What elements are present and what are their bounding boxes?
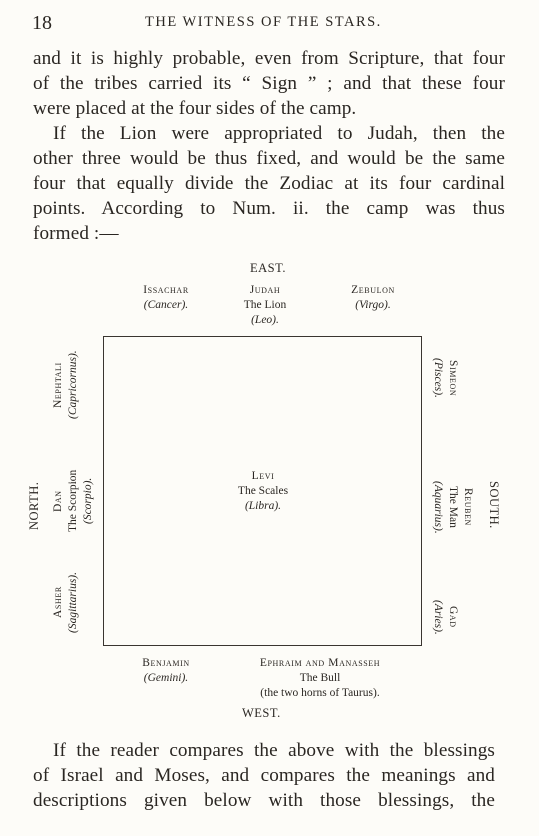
- tribe-symbol: The Man: [447, 486, 459, 528]
- text-line: four that equally divide the Zodiac at its four cardinal: [33, 173, 505, 194]
- text-line: of the tribes carried its “ Sign ” ; and that these four: [33, 73, 505, 94]
- tribe-name: Ephraim and Manasseh: [259, 657, 381, 669]
- zodiac-sign: (Capricornus).: [67, 350, 79, 420]
- tribe-name: Zebulon: [351, 284, 395, 296]
- text-line: descriptions given below with those blessings, the: [33, 790, 495, 811]
- text-line: other three would be thus fixed, and would be the same: [33, 148, 505, 169]
- zodiac-sign: (Gemini).: [143, 672, 189, 684]
- zodiac-sign: (Scorpio).: [82, 477, 94, 525]
- tribe-name: Judah: [249, 284, 281, 296]
- tribe-name: Dan: [52, 490, 64, 512]
- zodiac-sign: (Leo).: [251, 314, 279, 326]
- tribe-symbol: The Bull: [299, 672, 341, 684]
- text-line: formed :—: [33, 223, 119, 244]
- tribe-name: Gad: [447, 606, 459, 628]
- direction-north: NORTH.: [27, 481, 41, 531]
- text-line: were placed at the four sides of the camp.: [33, 98, 357, 119]
- running-title: THE WITNESS OF THE STARS.: [145, 14, 382, 30]
- tribe-asher: [51, 562, 81, 642]
- tribe-gad: [430, 592, 460, 642]
- tribe-name: Nephtali: [52, 362, 64, 408]
- direction-east: EAST.: [250, 261, 286, 275]
- tribe-name: Asher: [52, 586, 64, 618]
- zodiac-sign: (Aquarius).: [432, 480, 444, 534]
- direction-west: WEST.: [242, 706, 281, 720]
- page-number: 18: [32, 12, 52, 34]
- tribe-nephtali: [51, 340, 81, 430]
- zodiac-sign: (Pisces).: [432, 358, 444, 398]
- tribe-reuben: [430, 468, 475, 546]
- paragraph-3: [33, 738, 495, 813]
- zodiac-sign: (Virgo).: [355, 299, 391, 311]
- zodiac-sign: (Cancer).: [143, 299, 189, 311]
- paragraph-2: [33, 121, 505, 246]
- zodiac-sign: (Aries).: [432, 599, 444, 635]
- tribe-symbol: The Lion: [243, 299, 287, 311]
- tribe-levi: [213, 469, 313, 514]
- tribe-name: Simeon: [447, 359, 459, 397]
- tribe-issachar: [118, 283, 214, 313]
- text-line: If the Lion were appropriated to Judah, then the: [53, 123, 505, 144]
- tribe-symbol: The Scales: [237, 485, 289, 497]
- tribe-ephraim-manasseh: [230, 656, 410, 701]
- tribe-name: Benjamin: [142, 657, 190, 669]
- tribe-name: Issachar: [143, 284, 189, 296]
- text-line: points. According to Num. ii. the camp was thus: [33, 198, 505, 219]
- zodiac-sign: (Libra).: [244, 500, 282, 512]
- tribe-benjamin: [118, 656, 214, 686]
- tribe-simeon: [430, 348, 460, 408]
- text-line: of Israel and Moses, and compares the meanings and: [33, 765, 495, 786]
- tribe-name: Levi: [251, 470, 275, 482]
- tribe-name: Reuben: [462, 488, 474, 526]
- direction-south: SOUTH.: [487, 481, 501, 529]
- text-line: If the reader compares the above with the blessings: [53, 740, 495, 761]
- text-line: and it is highly probable, even from Scripture, that four: [33, 48, 505, 69]
- tribe-note: (the two horns of Taurus).: [260, 687, 380, 699]
- tribe-symbol: The Scorpion: [67, 469, 79, 533]
- tribe-judah: [222, 283, 308, 328]
- zodiac-sign: (Sagittarius).: [67, 571, 79, 633]
- tribe-dan: [51, 456, 96, 546]
- tribe-zebulon: [330, 283, 416, 313]
- paragraph-1: [33, 46, 505, 121]
